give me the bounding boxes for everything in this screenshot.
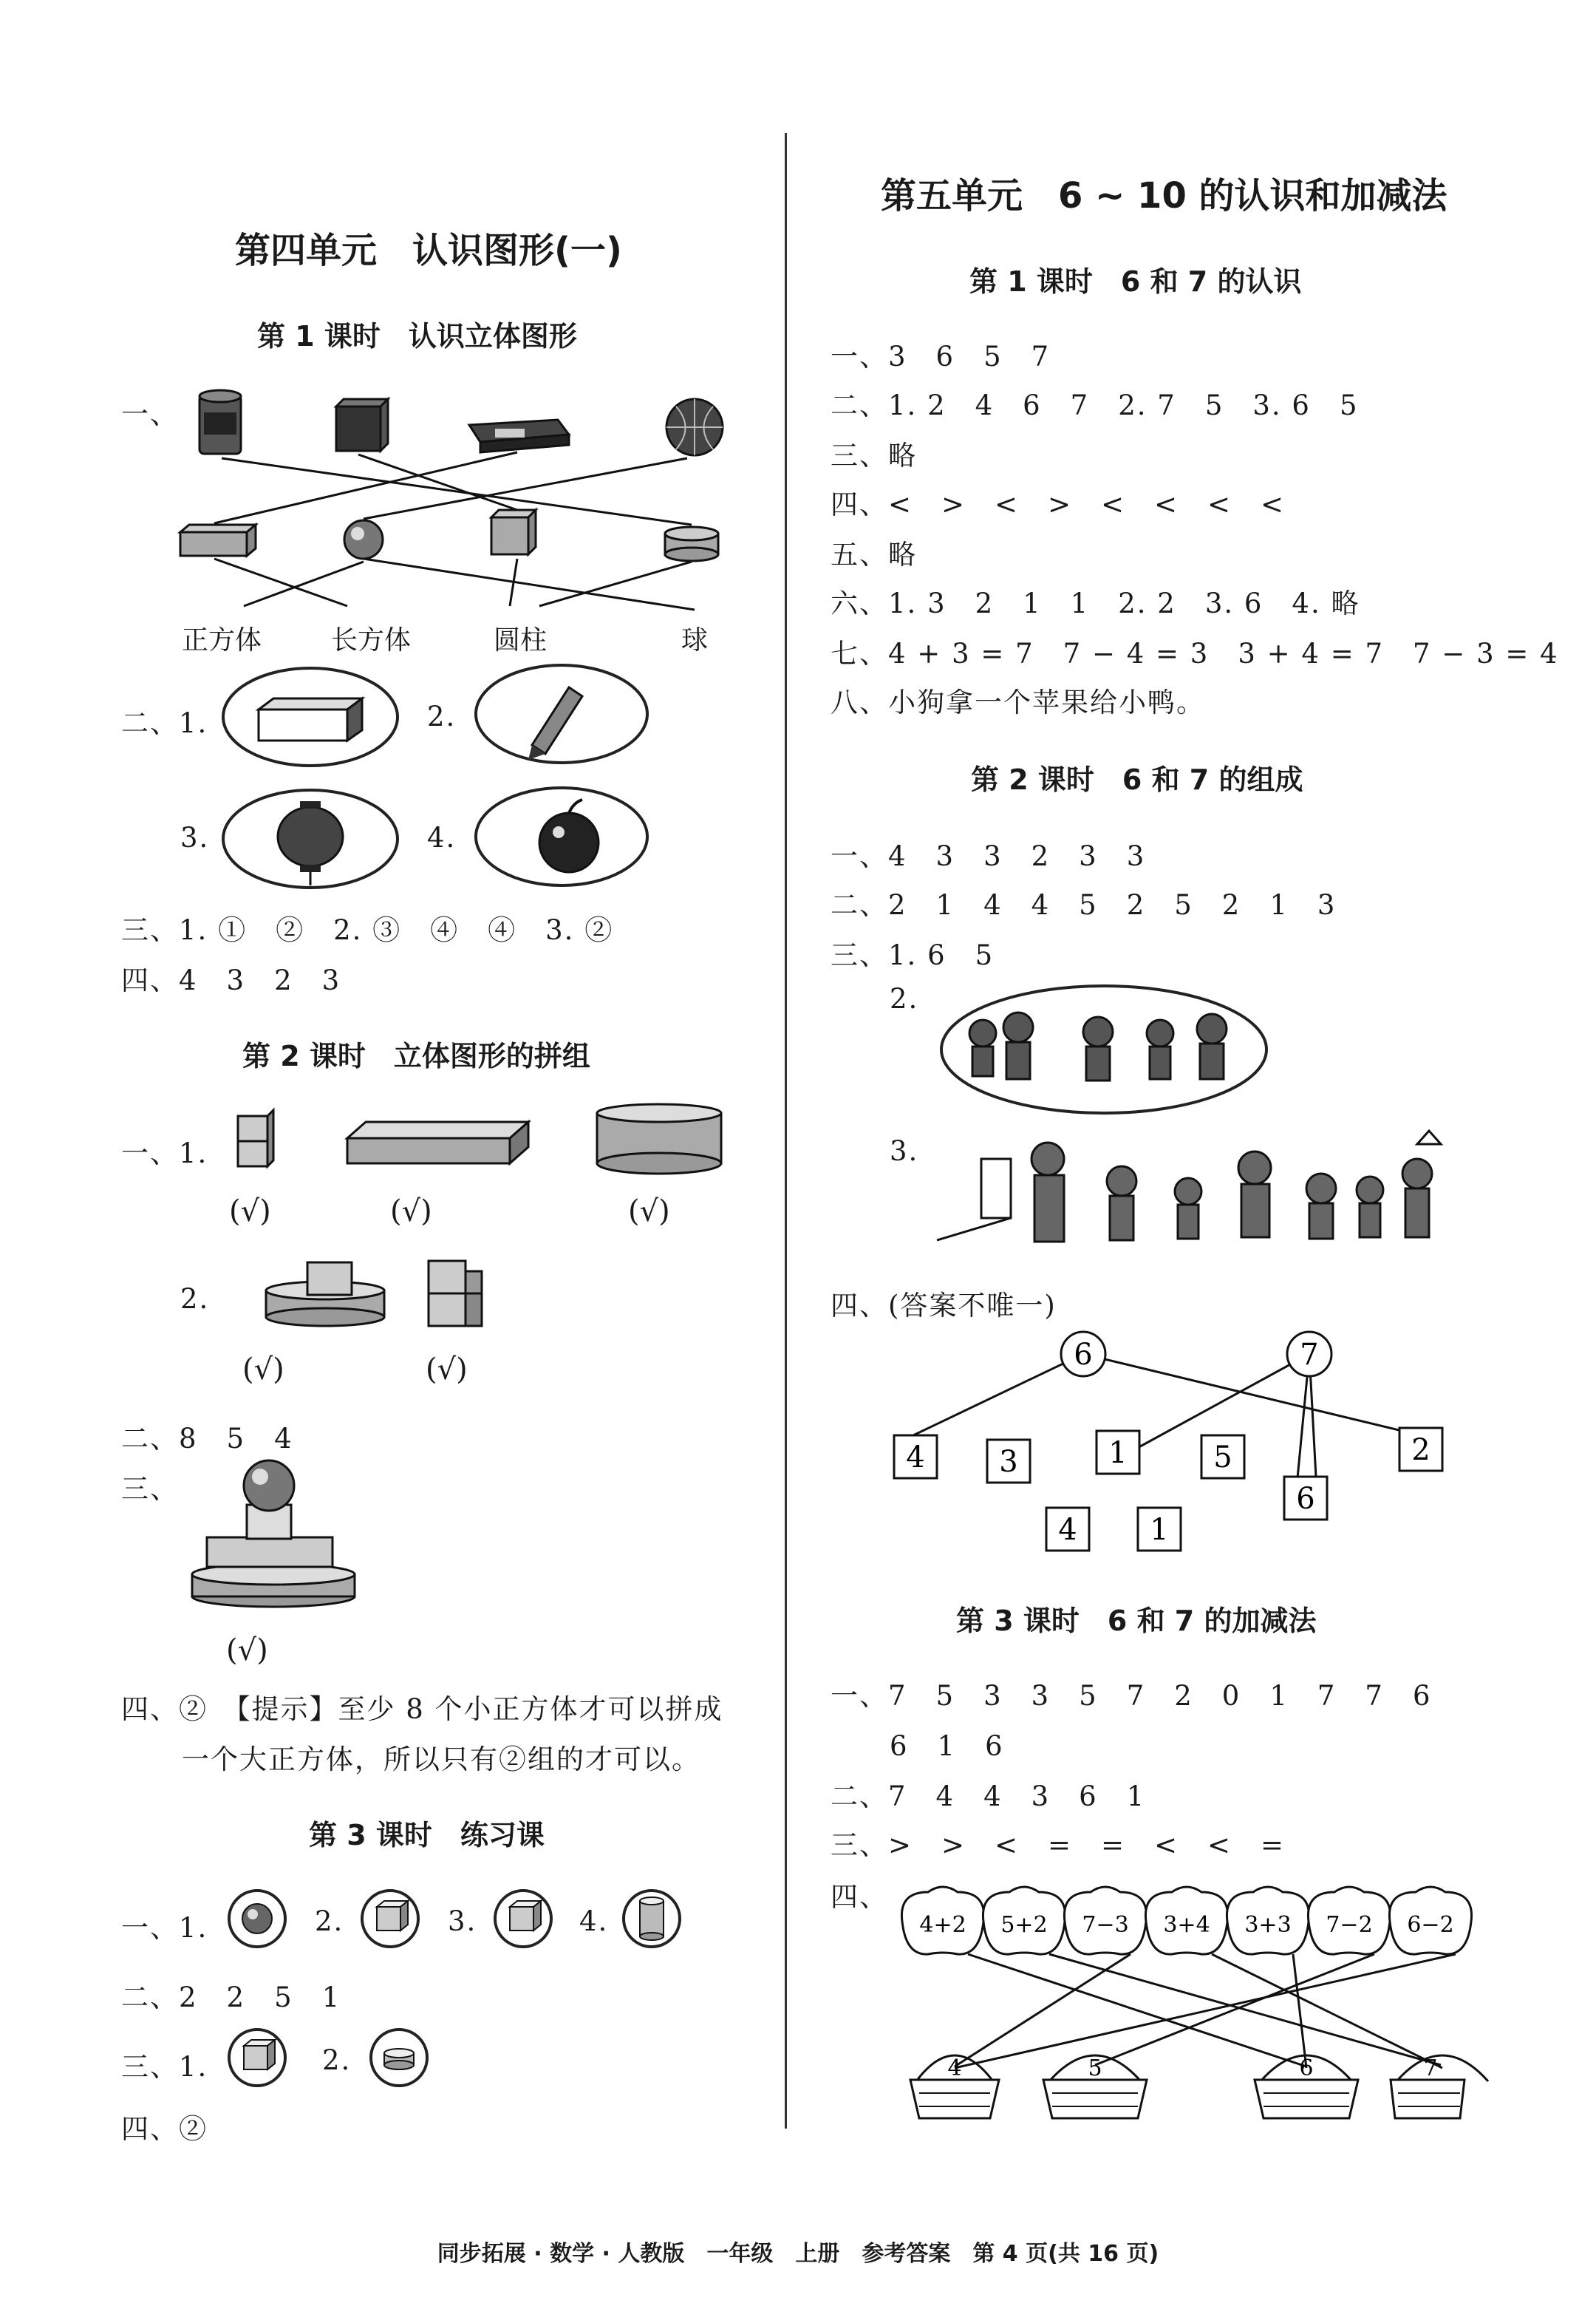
lesson2-title: 第 2 课时 立体图形的拼组 (242, 1040, 590, 1072)
l2-check-2: (√) (390, 1194, 432, 1228)
lesson1-title: 第 1 课时 认识立体图形 (257, 320, 577, 353)
r1-line-6: 六、1. 3 2 1 1 2. 2 3. 6 4. 略 (831, 588, 1360, 619)
r1-line-2: 二、1. 2 4 6 7 2. 7 5 3. 6 5 (831, 389, 1359, 421)
circle-6: 6 (1074, 1338, 1093, 1372)
circle-7: 7 (1300, 1338, 1319, 1372)
box-6: 6 (1296, 1482, 1315, 1516)
l3-q1-n3: 3. (448, 1905, 477, 1937)
r2-q3-2-label: 2. (890, 983, 919, 1015)
r3-line-4: 三、> > < = = < < = (831, 1829, 1286, 1861)
label-cube: 正方体 (182, 625, 262, 656)
l1-q4: 四、4 3 2 3 (121, 965, 341, 996)
circled-cube-a (362, 1891, 418, 1947)
r-lesson3-title: 第 3 课时 6 和 7 的加减法 (956, 1605, 1317, 1637)
l2-check-5: (√) (426, 1353, 468, 1387)
two-cubes-stack (238, 1110, 273, 1166)
r3-line-1: 一、7 5 3 3 5 7 2 0 1 7 7 6 (831, 1680, 1432, 1712)
circled-cylinder (624, 1891, 680, 1947)
l3-q1-figures (222, 1886, 695, 1960)
r3-line-3: 二、7 4 4 3 6 1 (831, 1780, 1146, 1812)
circled-sphere (229, 1891, 285, 1947)
queue-figure (937, 1129, 1454, 1262)
l2-check-1: (√) (229, 1194, 271, 1228)
basketball-icon (666, 399, 723, 455)
label-cuboid: 长方体 (331, 625, 412, 656)
apple-7: 6−2 (1407, 1912, 1454, 1938)
lesson3-title: 第 3 课时 练习课 (309, 1819, 545, 1851)
number-links-figure (884, 1321, 1475, 1565)
r3-q4-label: 四、 (831, 1881, 888, 1913)
box-2: 2 (1411, 1433, 1430, 1467)
label-cylinder: 圆柱 (494, 625, 548, 656)
shape-matching-figure (170, 384, 746, 650)
r3-line-2: 6 1 6 (890, 1730, 1004, 1762)
r-lesson1-title: 第 1 课时 6 和 7 的认识 (969, 265, 1302, 298)
q2-circled-items (222, 665, 665, 902)
apple-1: 4+2 (919, 1912, 966, 1938)
r1-line-1: 一、3 6 5 7 (831, 341, 1051, 373)
r2-q3-3-label: 3. (890, 1135, 919, 1167)
apple-2: 5+2 (1000, 1912, 1048, 1938)
l2-q2: 二、8 5 4 (121, 1423, 293, 1455)
r1-line-8: 八、小狗拿一个苹果给小鸭。 (831, 687, 1205, 718)
l3-q1-n4: 4. (579, 1905, 609, 1937)
page-footer: 同步拓展 · 数学 · 人教版 一年级 上册 参考答案 第 4 页(共 16 页) (437, 2241, 1159, 2267)
cube-shape (491, 510, 536, 554)
cuboid-shape (180, 525, 256, 556)
l2-q1-figures (222, 1101, 739, 1205)
l3-q3-n2: 2. (322, 2044, 352, 2076)
pencil-case-icon (469, 420, 569, 452)
cube-on-disc (266, 1262, 384, 1326)
box-5: 5 (1213, 1440, 1232, 1474)
stacked-cubes (429, 1261, 482, 1326)
r2-line-2: 二、2 1 4 4 5 2 5 2 1 3 (831, 889, 1337, 921)
r2-q4-label: 四、(答案不唯一) (831, 1290, 1057, 1321)
unit4-title: 第四单元 认识图形(一) (235, 230, 622, 271)
basket-7: 7 (1423, 2055, 1438, 2081)
basket-6: 6 (1299, 2055, 1314, 2081)
box-4a: 4 (906, 1440, 925, 1474)
triangle-mark (1417, 1131, 1441, 1144)
l2-q3-figure (177, 1456, 369, 1619)
can-icon (200, 390, 241, 454)
r2-line-1: 一、4 3 3 2 3 3 (831, 840, 1146, 872)
l3-q1-label: 一、1. (121, 1912, 208, 1944)
box-1b: 1 (1150, 1513, 1169, 1547)
box-3: 3 (999, 1445, 1018, 1479)
l2-q1-2-label: 2. (180, 1283, 210, 1315)
circled-disc (371, 2030, 427, 2086)
r2-line-3: 三、1. 6 5 (831, 939, 995, 971)
l2-q1-label: 一、1. (121, 1137, 208, 1169)
flat-slab (347, 1122, 528, 1163)
l3-q4: 四、② (121, 2113, 208, 2145)
apple-3: 7−3 (1082, 1912, 1129, 1938)
gift-box-icon (336, 399, 388, 451)
r1-line-7: 七、4 + 3 = 7 7 − 4 = 3 3 + 4 = 7 7 − 3 = 4 (831, 638, 1559, 670)
basket-4: 4 (947, 2055, 962, 2081)
r1-line-4: 四、< > < > < < < < (831, 489, 1286, 520)
l3-q3-figures (222, 2025, 443, 2099)
cylinder-shape (665, 527, 718, 561)
l1-q2-n3: 3. (180, 822, 210, 854)
l1-q2-n4: 4. (427, 822, 457, 854)
box-1a: 1 (1108, 1436, 1128, 1470)
circled-cube-b (495, 1891, 551, 1947)
cylinder-drum (597, 1104, 721, 1174)
l1-q2-label: 二、1. (121, 707, 208, 739)
l2-q4-line2: 一个大正方体，所以只有②组的才可以。 (182, 1744, 700, 1775)
label-sphere: 球 (681, 625, 709, 656)
l3-q1-n2: 2. (315, 1905, 344, 1937)
basket-5: 5 (1088, 2055, 1102, 2081)
unit5-title: 第五单元 6 ~ 10 的认识和加减法 (881, 175, 1447, 217)
circled-cube (229, 2030, 285, 2086)
box-4b: 4 (1058, 1513, 1077, 1547)
apple-4: 3+4 (1163, 1912, 1210, 1938)
r-lesson2-title: 第 2 课时 6 和 7 的组成 (971, 763, 1303, 796)
l1-q2-n2: 2. (427, 701, 457, 732)
apple-icon (539, 800, 598, 872)
column-divider (785, 133, 787, 2129)
l2-check-3: (√) (628, 1194, 670, 1228)
brick-icon (259, 698, 362, 741)
lantern-icon (278, 801, 343, 885)
l2-q4-line1: 四、② 【提示】至少 8 个小正方体才可以拼成 (121, 1693, 723, 1725)
apples-baskets-figure (887, 1874, 1470, 2118)
l2-q3-label: 三、 (121, 1473, 179, 1505)
apple-5: 3+3 (1244, 1912, 1292, 1938)
pencil-icon (528, 687, 582, 760)
kids-in-ellipse-figure (938, 983, 1271, 1116)
l2-check-4: (√) (242, 1353, 284, 1387)
sphere-shape (344, 520, 383, 559)
l1-q3: 三、1. ① ② 2. ③ ④ ④ 3. ② (121, 914, 614, 946)
l1-q1-label: 一、 (121, 398, 179, 430)
l3-q2: 二、2 2 5 1 (121, 1981, 341, 2013)
l3-q3-label: 三、1. (121, 2051, 208, 2083)
apple-6: 7−2 (1326, 1912, 1373, 1938)
l2-q1-2-figures (222, 1249, 532, 1353)
l2-check-6: (√) (226, 1633, 268, 1667)
r1-line-5: 五、略 (831, 539, 917, 571)
r1-line-3: 三、略 (831, 440, 917, 472)
